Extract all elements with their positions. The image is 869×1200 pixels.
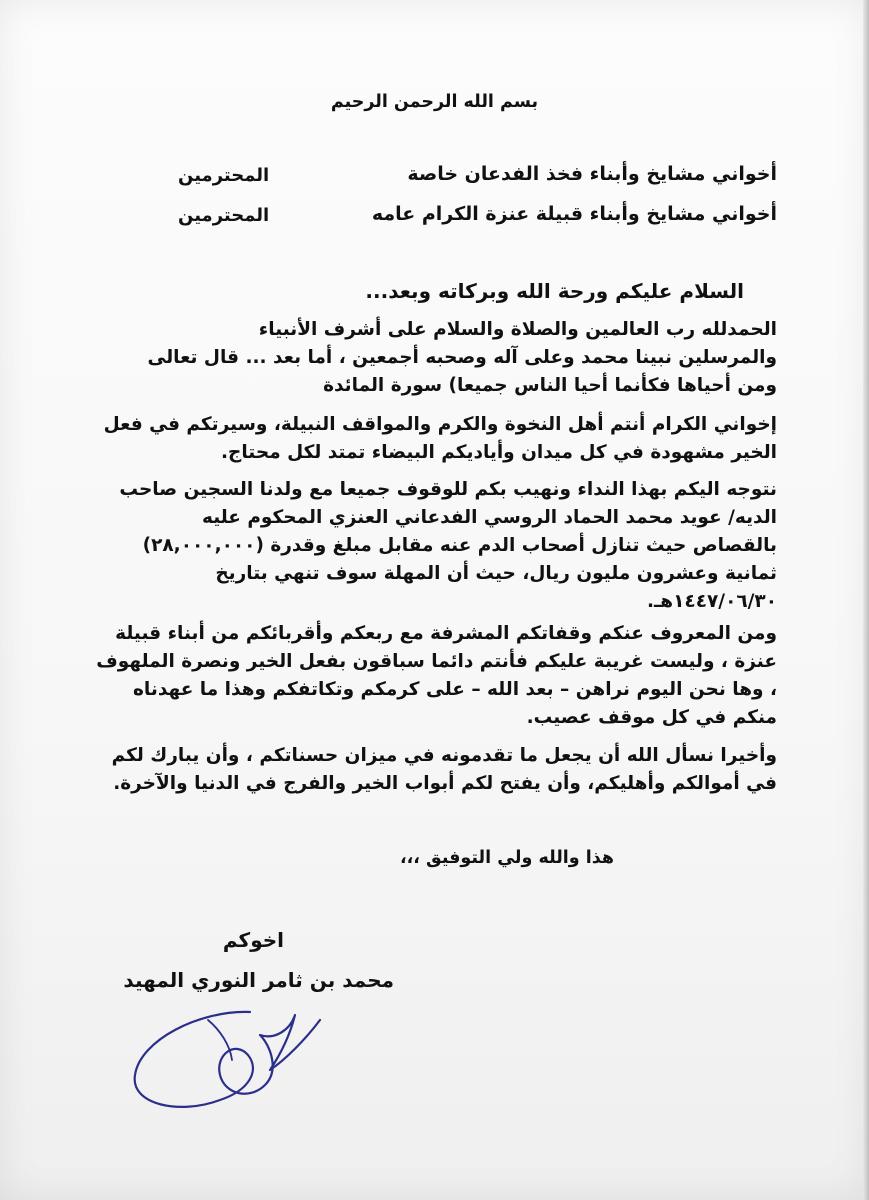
paragraph-line: ومن أحياها فكأنما أحيا الناس جميعا) سورة المائدة — [323, 375, 777, 396]
paragraph-line: نتوجه اليكم بهذا النداء ونهيب بكم للوقوف جميعا مع ولدنا السجين صاحب — [119, 479, 777, 500]
paragraph-line: الحمدلله رب العالمين والصلاة والسلام على أشرف الأنبياء — [258, 319, 777, 340]
paragraph-line: والمرسلين نبينا محمد وعلى آله وصحبه أجمعين ، أما بعد ... قال تعالى — [147, 347, 777, 368]
paragraph-line: وأخيرا نسأل الله أن يجعل ما تقدمونه في ميزان حسناتكم ، وأن يبارك لكم — [111, 745, 777, 766]
paragraph-prayer — [87, 742, 777, 798]
paragraph-line: الديه/ عويد محمد الحماد الروسي الفدعاني العنزي المحكوم عليه — [201, 507, 777, 528]
recipient-line-2: أخواني مشايخ وأبناء قبيلة عنزة الكرام عامه — [371, 203, 777, 225]
recipient-honorific-2: المحترمين — [178, 205, 270, 226]
paragraph-line: منكم في كل موقف عصيب. — [526, 707, 777, 728]
from-label: اخوكم — [222, 928, 284, 952]
paragraph-praise — [87, 316, 777, 400]
paragraph-line: ، وها نحن اليوم نراهن – بعد الله – على كرمكم وتكاتفكم وهذا ما عهدناه — [133, 679, 777, 700]
paragraph-line: ثمانية وعشرون مليون ريال، حيث أن المهلة سوف تنهي بتاريخ — [215, 563, 777, 584]
paragraph-appeal — [87, 476, 777, 616]
signer-name: محمد بن ثامر النوري المهيد — [123, 968, 394, 992]
recipient-line-1: أخواني مشايخ وأبناء فخذ الفدعان خاصة — [407, 163, 777, 185]
paragraph-line: بالقصاص حيث تنازل أصحاب الدم عنه مقابل مبلغ وقدرة (٢٨,٠٠٠,٠٠٠) — [142, 535, 777, 556]
handwritten-signature — [120, 1000, 350, 1120]
paragraph-line: الخير مشهودة في كل ميدان وأياديكم البيضاء تمتد لكل محتاج. — [221, 442, 777, 463]
paragraph-virtues — [87, 411, 777, 467]
basmala-heading: بسم الله الرحمن الرحيم — [330, 92, 539, 112]
greeting: السلام عليكم ورحة الله وبركاته وبعد... — [365, 279, 744, 303]
paragraph-line: ١٤٤٧/٠٦/٣٠هـ. — [646, 591, 777, 612]
paragraph-support — [87, 620, 777, 732]
paragraph-line: ومن المعروف عنكم وقفاتكم المشرفة مع ربعكم وأقربائكم من أبناء قبيلة — [115, 623, 777, 644]
paragraph-line: في أموالكم وأهليكم، وأن يفتح لكم أبواب الخير والفرج في الدنيا والآخرة. — [113, 773, 777, 794]
closing-phrase: هذا والله ولي التوفيق ،،، — [400, 848, 614, 868]
paragraph-line: عنزة ، وليست غريبة عليكم فأنتم دائما سباقون بفعل الخير ونصرة الملهوف — [96, 651, 777, 672]
recipient-honorific-1: المحترمين — [178, 165, 270, 186]
paragraph-line: إخواني الكرام أنتم أهل النخوة والكرم والمواقف النبيلة، وسيرتكم في فعل — [103, 414, 777, 435]
